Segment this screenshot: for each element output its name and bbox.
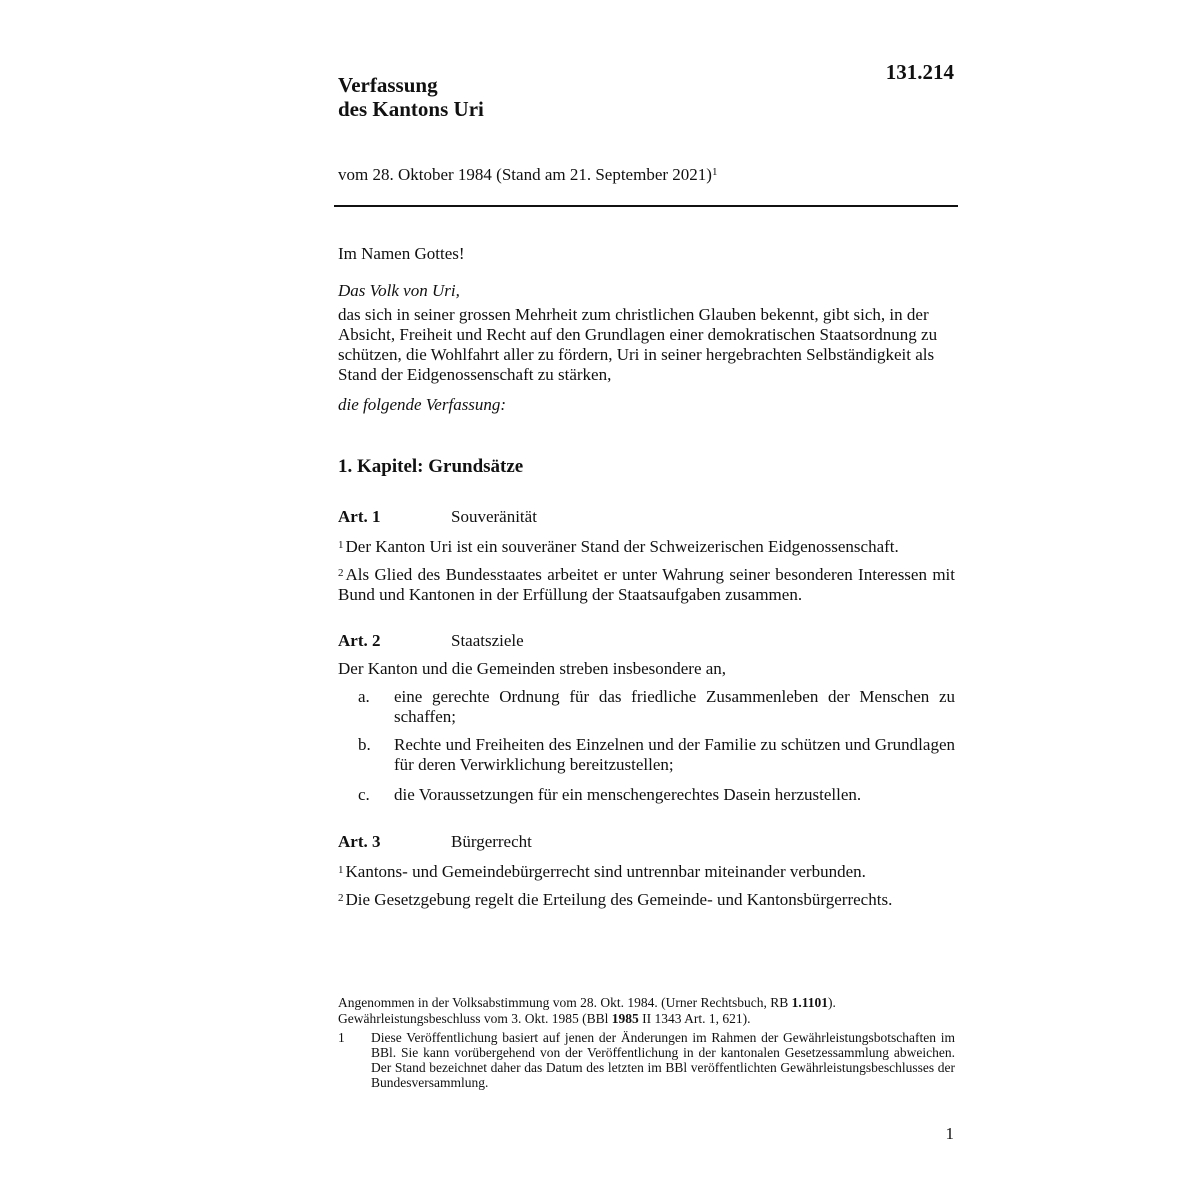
- article-2-intro: Der Kanton und die Gemeinden streben insbesondere an,: [338, 659, 727, 678]
- article-title: Souveränität: [451, 507, 537, 526]
- chapter-title: 1. Kapitel: Grundsätze: [338, 456, 524, 477]
- list-text: Rechte und Freiheiten des Einzelnen und der Familie zu schützen und Grundlagen für deren Verwirklichung bereitzustellen;: [394, 735, 955, 774]
- footnote-mark: 1: [338, 1030, 345, 1045]
- preamble-body: das sich in seiner grossen Mehrheit zum christlichen Glauben bekennt, gibt sich, in der Absicht, Freiheit und Recht auf den Grundlagen einer demokratischen Staatsordnung zu schützen, die Wohlfahrt aller zu fördern, Uri in seiner hergebrachten Selbständigkeit als Stand der Eidgenossenschaft zu stärken,: [338, 305, 938, 384]
- preamble-closing: die folgende Verfassung:: [338, 395, 507, 414]
- list-letter: c.: [358, 785, 370, 804]
- article-title: Staatsziele: [451, 631, 524, 650]
- paragraph-mark: 1: [338, 864, 344, 876]
- paragraph-text: Kantons- und Gemeindebürgerrecht sind untrennbar miteinander verbunden.: [345, 862, 866, 881]
- footnote-text: Diese Veröffentlichung basiert auf jenen der Änderungen im Rahmen der Gewährleistungsbotschaften im BBl. Sie kann vorübergehend von der Veröffentlichung in der kantonalen Gesetzessammlung abweichen. Der Stand bezeichnet daher das Datum des letzten im BBl veröffentlichten Gewährleistungsbeschlusses der Bundesversammlung.: [371, 1030, 955, 1090]
- paragraph-mark: 2: [338, 892, 344, 904]
- article-1-heading: [338, 507, 955, 527]
- article-2-heading: [338, 631, 955, 651]
- footnote-guarantee: [338, 1011, 955, 1026]
- paragraph-text: Der Kanton Uri ist ein souveräner Stand der Schweizerischen Eidgenossenschaft.: [345, 537, 899, 556]
- paragraph-text: Die Gesetzgebung regelt die Erteilung des Gemeinde- und Kantonsbürgerrechts.: [345, 890, 893, 909]
- title-line-2: des Kantons Uri: [338, 97, 484, 121]
- footnote-ref[interactable]: 1: [711, 166, 718, 178]
- footnote-adoption: [338, 995, 955, 1010]
- article-number: Art. 2: [338, 631, 381, 650]
- footnote-text: Angenommen in der Volksabstimmung vom 28. Okt. 1984. (Urner Rechtsbuch, RB: [338, 995, 792, 1010]
- footnote-1: [338, 1030, 955, 1090]
- article-number: Art. 3: [338, 832, 381, 851]
- list-item: [338, 735, 955, 775]
- preamble-people: Das Volk von Uri,: [338, 281, 460, 300]
- preamble-invocation: Im Namen Gottes!: [338, 244, 465, 263]
- list-text: eine gerechte Ordnung für das friedliche Zusammenleben der Menschen zu schaffen;: [394, 687, 955, 726]
- date-line: [338, 165, 717, 185]
- article-1-paragraph-1: [338, 535, 955, 557]
- list-item: [338, 785, 955, 805]
- footnote-text: ).: [827, 995, 836, 1010]
- paragraph-mark: 1: [338, 539, 344, 551]
- bbl-year: 1985: [611, 1011, 639, 1026]
- title-line-1: Verfassung: [338, 73, 438, 97]
- footnote-text: Gewährleistungsbeschluss vom 3. Okt. 1985 (BBl: [338, 1011, 612, 1026]
- list-letter: b.: [358, 735, 371, 754]
- article-number: Art. 1: [338, 507, 381, 526]
- paragraph-mark: 2: [338, 567, 344, 579]
- article-3-paragraph-1: [338, 860, 955, 882]
- article-title: Bürgerrecht: [451, 832, 532, 851]
- footnote-text: II 1343 Art. 1, 621).: [638, 1011, 751, 1026]
- article-3-heading: [338, 832, 955, 852]
- rb-number: 1.1101: [791, 995, 828, 1010]
- list-text: die Voraussetzungen für ein menschengerechtes Dasein herzustellen.: [394, 785, 862, 804]
- article-1-paragraph-2: [338, 563, 955, 605]
- list-letter: a.: [358, 687, 370, 706]
- header-divider: [334, 205, 958, 207]
- article-3-paragraph-2: [338, 888, 955, 910]
- sr-number: 131.214: [885, 60, 954, 84]
- date-text: vom 28. Oktober 1984 (Stand am 21. September 2021): [338, 165, 712, 184]
- paragraph-text: Als Glied des Bundesstaates arbeitet er unter Wahrung seiner besonderen Interessen mit Bund und Kantonen in der Erfüllung der Staatsaufgaben zusammen.: [338, 565, 955, 604]
- list-item: [338, 687, 955, 727]
- page-number: 1: [945, 1124, 954, 1143]
- document-title: [338, 73, 484, 121]
